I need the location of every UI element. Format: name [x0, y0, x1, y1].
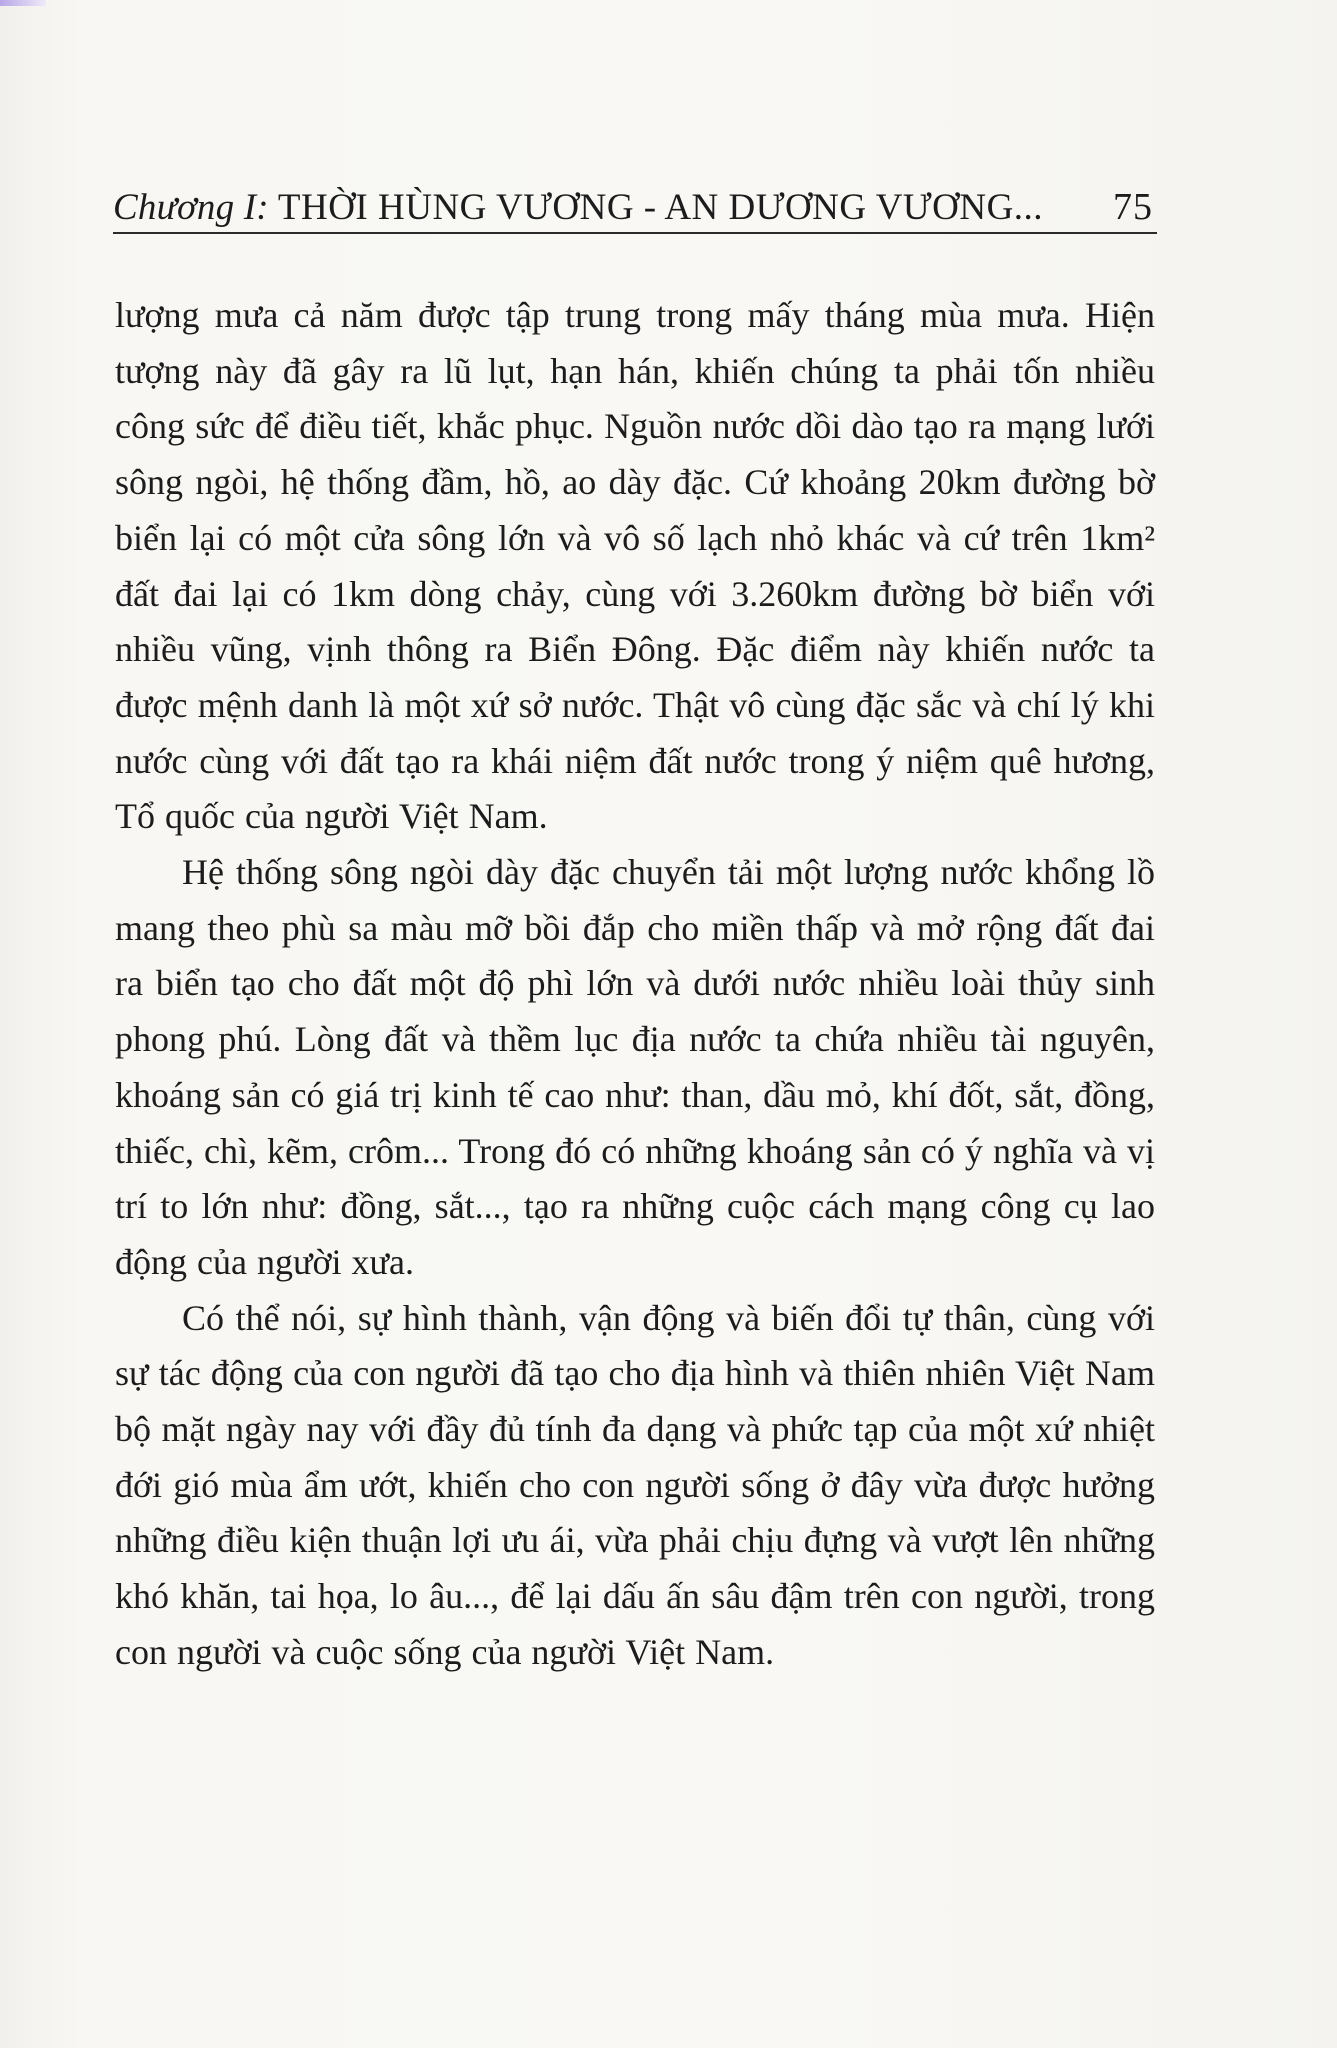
page-number: 75 [1113, 186, 1153, 228]
body-text [115, 288, 1155, 1681]
chapter-label: Chương I: [113, 187, 269, 228]
scan-corner-mark [0, 0, 46, 6]
paragraph: lượng mưa cả năm được tập trung trong mấy tháng mùa mưa. Hiện tượng này đã gây ra lũ lụt, hạn hán, khiến chúng ta phải tốn nhiều công sức để điều tiết, khắc phục. Nguồn nước dồi dào tạo ra mạng lưới sông ngòi, hệ thống đầm, hồ, ao dày đặc. Cứ khoảng 20km đường bờ biển lại có một cửa sông lớn và vô số lạch nhỏ khác và cứ trên 1km² đất đai lại có 1km dòng chảy, cùng với 3.260km đường bờ biển với nhiều vũng, vịnh thông ra Biển Đông. Đặc điểm này khiến nước ta được mệnh danh là một xứ sở nước. Thật vô cùng đặc sắc và chí lý khi nước cùng với đất tạo ra khái niệm đất nước trong ý niệm quê hương, Tổ quốc của người Việt Nam. [115, 295, 1155, 837]
chapter-heading [113, 189, 1043, 226]
paragraph: Có thể nói, sự hình thành, vận động và biến đổi tự thân, cùng với sự tác động của con người đã tạo cho địa hình và thiên nhiên Việt Nam bộ mặt ngày nay với đầy đủ tính đa dạng và phức tạp của một xứ nhiệt đới gió mùa ẩm ướt, khiến cho con người sống ở đây vừa được hưởng những điều kiện thuận lợi ưu ái, vừa phải chịu đựng và vượt lên những khó khăn, tai họa, lo âu..., để lại dấu ấn sâu đậm trên con người, trong con người và cuộc sống của người Việt Nam. [115, 1297, 1155, 1672]
chapter-title: THỜI HÙNG VƯƠNG - AN DƯƠNG VƯƠNG... [268, 187, 1044, 228]
paragraph: Hệ thống sông ngòi dày đặc chuyển tải một lượng nước khổng lồ mang theo phù sa màu mỡ bồi đắp cho miền thấp và mở rộng đất đai ra biển tạo cho đất một độ phì lớn và dưới nước nhiều loài thủy sinh phong phú. Lòng đất và thềm lục địa nước ta chứa nhiều tài nguyên, khoáng sản có giá trị kinh tế cao như: than, dầu mỏ, khí đốt, sắt, đồng, thiếc, chì, kẽm, crôm... Trong đó có những khoáng sản có ý nghĩa và vị trí to lớn như: đồng, sắt..., tạo ra những cuộc cách mạng công cụ lao động của người xưa. [115, 852, 1155, 1282]
running-header [113, 176, 1157, 234]
